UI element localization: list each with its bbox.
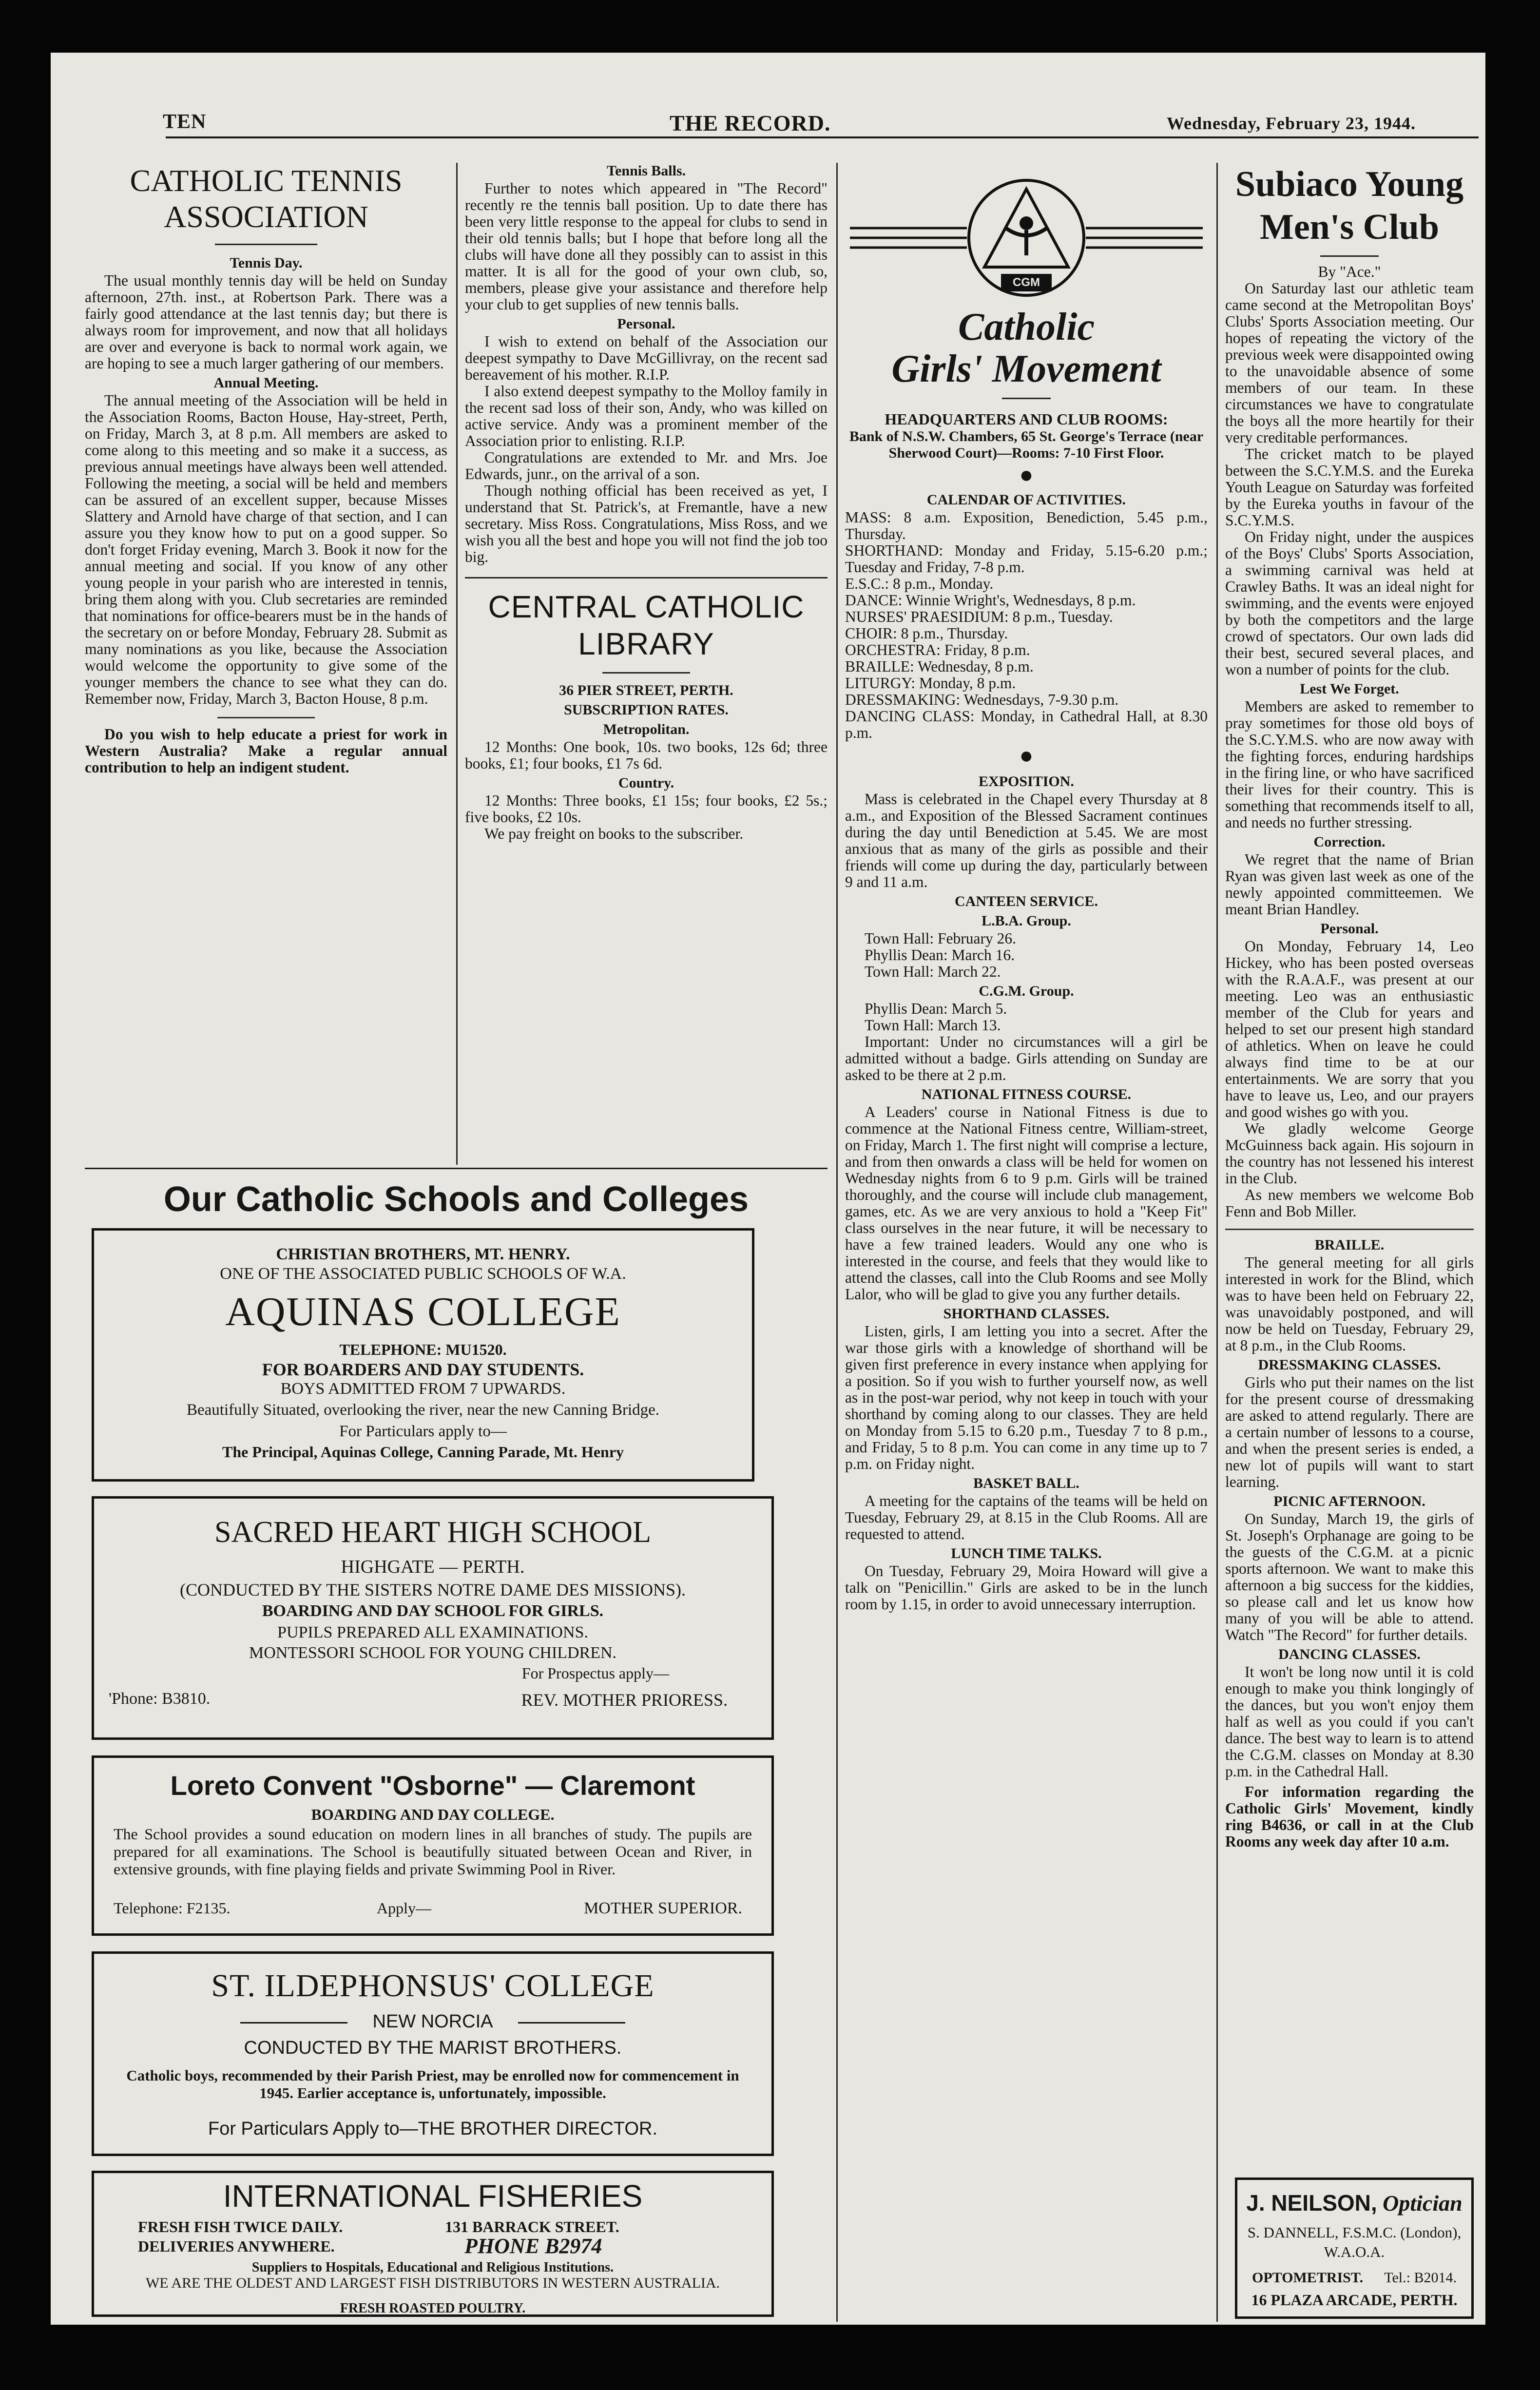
calendar-item: LITURGY: Monday, 8 p.m. (845, 675, 1016, 692)
sacred-heart-line-3: BOARDING AND DAY SCHOOL FOR GIRLS. (262, 1602, 604, 1620)
ildephonsus-ad (92, 1951, 774, 2156)
calendar-item: DRESSMAKING: Wednesdays, 7-9.30 p.m. (845, 691, 1119, 708)
neilson-telephone: Tel.: B2014. (1384, 2270, 1457, 2286)
loreto-superior: MOTHER SUPERIOR. (584, 1899, 742, 1917)
fitness-text: A Leaders' course in National Fitness is due to commence at the National Fitness centre, William-street, on Friday, March 1. The first night will comprise a lecture, and from then onwards a class will be held for women on Wednesday nights from 6 to 9 p.m. Girls will be trained thoroughly, and the course will include club management, games, etc. As we are very anxious to hold a "Keep Fit" class ourselves in the near future, it will be necessary to have a few trained leaders. Would any one who is interested in the course, and feels that they would like to attend the classes, call into the Club Rooms and see Molly Lalor, who will be glad to give you any further details. (845, 1103, 1208, 1303)
ildephonsus-rule-right (518, 2022, 625, 2024)
loreto-ad (92, 1755, 774, 1936)
fitness-heading: NATIONAL FITNESS COURSE. (921, 1086, 1132, 1102)
subiaco-p3: On Friday night, under the auspices of the Boys' Clubs' Sports Association, a swimming carnival was held at Crawley Baths. It was an ideal night for swimming, and the events were enjoyed by both the competitors and the large crowd of spectators. Our own lads did their best, secured several places, and won a number of points for the club. (1225, 528, 1474, 678)
loreto-line-2: The School provides a sound education on modern lines in all branches of study. The pupils are prepared for all examinations. The School is beautifully situated between Ocean and River, in extensive grounds, with fine playing fields and private Swimming Pool in River. (114, 1825, 752, 1878)
bullet-icon: ● (1019, 462, 1034, 488)
newspaper-page (51, 53, 1485, 2325)
loreto-name: Loreto Convent "Osborne" — Claremont (170, 1770, 695, 1801)
tennis-balls-heading: Tennis Balls. (606, 163, 686, 179)
calendar-item: CHOIR: 8 p.m., Thursday. (845, 625, 1008, 642)
canteen-important: Important: Under no circumstances will a girl be admitted without a badge. Girls attending on Sunday are asked to be there at 2 p.m. (845, 1033, 1208, 1083)
bullet-icon: ● (1019, 743, 1034, 769)
calendar-item: DANCING CLASS: Monday, in Cathedral Hall, at 8.30 p.m. (845, 708, 1208, 741)
basketball-text: A meeting for the captains of the teams will be held on Tuesday, February 29, at 8.15 in the Club Rooms. All are requested to attend. (845, 1492, 1208, 1542)
sacred-heart-name: SACRED HEART HIGH SCHOOL (214, 1516, 651, 1549)
annual-meeting-text: The annual meeting of the Association will be held in the Association Rooms, Bacton House, Hay-street, Perth, on Friday, March 3, at 8 p.m. All members are asked to come along to this meeting and so make it a success, as previous annual meetings have always been well attended. Following the meeting, a social will be held and members can be assured of an excellent supper, because Misses Slattery and Arnold have charge of that section, and I can assure you they know how to put on a good supper. So don't forget Friday evening, March 3. Book it now for the annual meeting and social. If you know of any other young people in your parish who are interested in tennis, bring them along with you. Club secretaries are reminded that nominations for office-bearers must be in the hands of the secretary on or before Monday, February 28. Submit as many nominations as you like, because the Association would welcome the opportunity to give some of the younger members the chance to see what they can do. Remember now, Friday, March 3, Bacton House, 8 p.m. (85, 392, 447, 707)
tennis-article-cont (465, 163, 828, 842)
cgm-title-2: Girls' Movement (891, 347, 1161, 390)
sacred-heart-line-2: (CONDUCTED BY THE SISTERS NOTRE DAME DES MISSIONS). (179, 1580, 686, 1600)
metropolitan-heading: Metropolitan. (603, 721, 690, 737)
masthead: THE RECORD. (670, 111, 831, 135)
title-divider (1320, 255, 1379, 257)
priest-appeal: Do you wish to help educate a priest for work in Western Australia? Make a regular annual contribution to help an indigent student. (85, 726, 447, 776)
braille-text: The general meeting for all girls interested in work for the Blind, which was to have been held on February 22, was unavoidably postponed, and will now be held on Tuesday, February 29, at 8 p.m., in the Club Rooms. (1225, 1254, 1474, 1354)
fisheries-line-2: DELIVERIES ANYWHERE. (138, 2237, 335, 2255)
cgm-title-1: Catholic (958, 306, 1095, 348)
canteen-heading: CANTEEN SERVICE. (954, 893, 1098, 909)
personal-heading: Personal. (1320, 921, 1379, 937)
sacred-heart-line-4: PUPILS PREPARED ALL EXAMINATIONS. (277, 1623, 588, 1641)
byline: By "Ace." (1318, 263, 1381, 280)
calendar-item: ORCHESTRA: Friday, 8 p.m. (845, 641, 1030, 658)
ildephonsus-line-1: NEW NORCIA (372, 2011, 493, 2032)
calendar-item: DANCE: Winnie Wright's, Wednesdays, 8 p.m. (845, 592, 1136, 609)
personal-heading: Personal. (617, 316, 675, 332)
lunch-talks-text: On Tuesday, February 29, Moira Howard will give a talk on "Penicillin." Girls are asked to be in the lunch room by 1.15, in order to avoid unnecessary interruption. (845, 1562, 1208, 1613)
fisheries-line-3: Suppliers to Hospitals, Educational and Religious Institutions. (251, 2260, 614, 2275)
title-divider (215, 244, 317, 245)
picnic-text: On Sunday, March 19, the girls of St. Joseph's Orphanage are going to be the guests of the C.G.M. at a picnic sports afternoon. We want to make this afternoon a big success for the kiddies, so please call and let us know how many of you will be able to attend. Watch "The Record" for further details. (1225, 1510, 1474, 1643)
fisheries-address: 131 BARRACK STREET. (445, 2218, 619, 2236)
tennis-article (85, 163, 447, 776)
picnic-heading: PICNIC AFTERNOON. (1273, 1493, 1425, 1509)
neilson-name: J. NEILSON, (1246, 2190, 1377, 2216)
divider (1225, 1229, 1474, 1230)
sacred-heart-ad (92, 1496, 774, 1740)
aquinas-line-5: Beautifully Situated, overlooking the river, near the new Canning Bridge. (186, 1401, 660, 1419)
header-rule (166, 136, 1479, 138)
neilson-role: Optician (1383, 2191, 1463, 2216)
shorthand-text: Listen, girls, I am letting you into a secret. After the war those girls with a knowledge of shorthand will be given first preference in every instance when applying for a position. So if you wish to further yourself now, as well as in the post-war period, why not keep in touch with your shorthand by coming along to our classes. They are held on Monday from 5.15 to 6.20 p.m., Tuesday 7 to 8 p.m., and Friday, 5 to 8 p.m. You can come in any time up to 7 p.m. on Friday night. (845, 1323, 1208, 1472)
library-title: CENTRAL CATHOLIC LIBRARY (488, 589, 805, 661)
calendar-item: E.S.C.: 8 p.m., Monday. (845, 575, 994, 592)
neilson-line-1: S. DANNELL, F.S.M.C. (London), W.A.O.A. (1247, 2224, 1462, 2260)
cgm-date: Phyllis Dean: March 5. (865, 1000, 1007, 1017)
lest-we-forget-heading: Lest We Forget. (1300, 681, 1399, 697)
library-address: 36 PIER STREET, PERTH. (559, 682, 733, 698)
divider (217, 717, 315, 718)
sacred-heart-phone: 'Phone: B3810. (109, 1690, 211, 1708)
tennis-title: CATHOLIC TENNIS ASSOCIATION (130, 163, 403, 234)
aquinas-ad (92, 1228, 754, 1482)
ildephonsus-name: ST. ILDEPHONSUS' COLLEGE (211, 1968, 654, 2004)
lba-date: Town Hall: March 22. (865, 963, 1001, 980)
calendar-heading: CALENDAR OF ACTIVITIES. (926, 492, 1126, 508)
sacred-heart-prioress: REV. MOTHER PRIORESS. (521, 1690, 728, 1710)
country-heading: Country. (618, 775, 674, 791)
subiaco-p2: The cricket match to be played between the S.C.Y.M.S. and the Eureka Youth League on Saturday was forfeited by the Eureka youths in favour of the S.C.Y.M.S. (1225, 445, 1474, 529)
exposition-heading: EXPOSITION. (979, 773, 1074, 790)
shorthand-heading: SHORTHAND CLASSES. (943, 1306, 1110, 1322)
loreto-telephone: Telephone: F2135. (114, 1899, 231, 1917)
fisheries-line-1: FRESH FISH TWICE DAILY. (138, 2218, 343, 2236)
column-rule (836, 163, 838, 2322)
neilson-line-2: OPTOMETRIST. (1252, 2270, 1364, 2286)
ildephonsus-rule-left (240, 2022, 347, 2024)
braille-heading: BRAILLE. (1314, 1237, 1385, 1253)
cgm-article (845, 306, 1208, 1613)
column-rule (1216, 163, 1218, 2322)
fisheries-name: INTERNATIONAL FISHERIES (223, 2178, 643, 2214)
exposition-text: Mass is celebrated in the Chapel every Thursday at 8 a.m., and Exposition of the Blessed Sacrament continues during the day until Benediction at 5.45. We are most anxious that as many of the girls as possible and their friends will come up during the day, particularly between 9 and 11 a.m. (845, 790, 1208, 890)
subiaco-p6: On Monday, February 14, Leo Hickey, who has been posted overseas with the R.A.A.F., was present at our meeting. Leo was an enthusiastic member of the Club for years and helped to set our present high standard of athletics. When on leave he could always find time to be at our entertainments. We are sorry that you have to leave us, Leo, and our prayers and good wishes go with you. (1225, 938, 1474, 1120)
cgm-emblem-text: CGM (1013, 276, 1040, 289)
hq-address: Bank of N.S.W. Chambers, 65 St. George's Terrace (near Sherwood Court)—Rooms: 7-10 First Floor. (849, 428, 1204, 461)
column-rule (456, 163, 458, 1165)
fisheries-ad (92, 2171, 774, 2317)
freight-note: We pay freight on books to the subscriber. (484, 825, 744, 842)
dancing-text: It won't be long now until it is cold enough to make you think longingly of the dances, but you won't enjoy them half as well as you could if you can't dance. The best way to learn is to attend the C.G.M. classes on Monday at 8.30 p.m. in the Cathedral Hall. (1225, 1663, 1474, 1780)
fisheries-phone: PHONE B2974 (464, 2234, 602, 2258)
personal-text-3: Congratulations are extended to Mr. and Mrs. Joe Edwards, junr., on the arrival of a son. (465, 449, 828, 482)
metropolitan-rates: 12 Months: One book, 10s. two books, 12s 6d; three books, £1; four books, £1 7s 6d. (465, 738, 828, 772)
subiaco-title: Subiaco Young Men's Club (1235, 164, 1464, 247)
aquinas-line-4: BOYS ADMITTED FROM 7 UPWARDS. (280, 1380, 566, 1398)
subiaco-p7: We gladly welcome George McGuinness back again. His sojourn in the country has not lessened his interest in the Club. (1225, 1120, 1474, 1187)
lba-date: Phyllis Dean: March 16. (865, 946, 1015, 964)
lunch-talks-heading: LUNCH TIME TALKS. (951, 1545, 1102, 1561)
fisheries-line-5: FRESH ROASTED POULTRY. (340, 2301, 526, 2316)
calendar-item: NURSES' PRAESIDIUM: 8 p.m., Tuesday. (845, 608, 1113, 625)
hq-heading: HEADQUARTERS AND CLUB ROOMS: (885, 410, 1168, 428)
aquinas-name: AQUINAS COLLEGE (225, 1289, 621, 1334)
tennis-day-text: The usual monthly tennis day will be held on Sunday afternoon, 27th. inst., at Robertson Park. There was a fairly good attendance at the last tennis day; but there is always room for improvement, and now that all holidays are over and everyone is back to normal work again, we are hoping to see a much larger gathering of our members. (85, 272, 447, 372)
aquinas-line-3: FOR BOARDERS AND DAY STUDENTS. (262, 1360, 584, 1379)
personal-text-1: I wish to extend on behalf of the Association our deepest sympathy to Dave McGillivray, on the recent sad bereavement of his mother. R.I.P. (465, 333, 828, 383)
fisheries-line-4: WE ARE THE OLDEST AND LARGEST FISH DISTRIBUTORS IN WESTERN AUSTRALIA. (145, 2275, 720, 2291)
loreto-line-1: BOARDING AND DAY COLLEGE. (311, 1806, 555, 1823)
dancing-heading: DANCING CLASSES. (1278, 1646, 1421, 1662)
divider (465, 577, 828, 578)
ildephonsus-line-4: For Particulars Apply to—THE BROTHER DIRECTOR. (208, 2119, 658, 2139)
personal-text-2: I also extend deepest sympathy to the Molloy family in the recent sad loss of their son, Andy, who was killed on active service. Andy was a prominent member of the Association prior to enlisting. R.I.P. (465, 383, 828, 449)
basketball-heading: BASKET BALL. (973, 1475, 1079, 1491)
tennis-balls-text: Further to notes which appeared in "The Record" recently re the tennis ball position. Up to date there has been very little response to the appeal for clubs to send in their old tennis balls; but I hope that before long all the clubs will have done all they possibly can to assist in this matter. It is all for the good of your own club, so, members, please give your assistance and therefore help your club to get supplies of new tennis balls. (465, 180, 828, 313)
calendar-item: SHORTHAND: Monday and Friday, 5.15-6.20 p.m.; Tuesday and Friday, 7-8 p.m. (845, 542, 1208, 576)
subiaco-article (1225, 163, 1474, 1850)
cgm-contact-info: For information regarding the Catholic Girls' Movement, kindly ring B4636, or call in at the Club Rooms any week day after 10 a.m. (1225, 1783, 1474, 1850)
ildephonsus-line-2: CONDUCTED BY THE MARIST BROTHERS. (244, 2038, 622, 2058)
lba-date: Town Hall: February 26. (865, 930, 1016, 947)
cgm-date: Town Hall: March 13. (865, 1017, 1001, 1034)
loreto-apply: Apply— (377, 1899, 431, 1917)
issue-date: Wednesday, February 23, 1944. (1167, 114, 1416, 133)
title-divider (1002, 398, 1051, 399)
sacred-heart-line-1: HIGHGATE — PERTH. (341, 1557, 525, 1577)
subiaco-p1: On Saturday last our athletic team came second at the Metropolitan Boys' Clubs' Sports Association meeting. Our hopes of repeating the victory of the previous week were disappointed owing to the unavoidable absence of some members of our team. In these circumstances we have to congratulate the boys all the more heartily for their very creditable performances. (1225, 280, 1474, 446)
aquinas-line-6: For Particulars apply to— (339, 1423, 507, 1440)
country-rates: 12 Months: Three books, £1 15s; four books, £2 5s.; five books, £2 10s. (465, 792, 828, 826)
sacred-heart-line-6: For Prospectus apply— (521, 1664, 669, 1682)
cgm-group-heading: C.G.M. Group. (979, 983, 1074, 999)
subiaco-p8: As new members we welcome Bob Fenn and Bob Miller. (1225, 1186, 1474, 1220)
aquinas-telephone: TELEPHONE: MU1520. (339, 1341, 507, 1358)
subiaco-p5: We regret that the name of Brian Ryan was given last week as one of the newly appointed committeemen. We meant Brian Handley. (1225, 851, 1474, 918)
subiaco-p4: Members are asked to remember to pray sometimes for those old boys of the S.C.Y.M.S. who are now away with the fighting forces, enduring hardships in the firing line, or who have sacrificed their lives for their country. This is something that recommends itself to all, and needs no further stressing. (1225, 698, 1474, 831)
lba-group-heading: L.B.A. Group. (982, 913, 1071, 929)
neilson-address: 16 PLAZA ARCADE, PERTH. (1251, 2291, 1458, 2309)
correction-heading: Correction. (1313, 834, 1386, 850)
calendar-item: MASS: 8 a.m. Exposition, Benediction, 5.45 p.m., Thursday. (845, 509, 1208, 542)
section-rule (85, 1168, 828, 1169)
tennis-day-heading: Tennis Day. (230, 255, 303, 271)
neilson-ad (1235, 2178, 1474, 2319)
subscription-rates: SUBSCRIPTION RATES. (564, 702, 729, 718)
page-number: TEN (163, 111, 207, 133)
dressmaking-text: Girls who put their names on the list for the present course of dressmaking are asked to attend regularly. There are a certain number of lessons to a course, and when the present series is ended, a new lot of pupils will want to start learning. (1225, 1374, 1474, 1490)
annual-meeting-heading: Annual Meeting. (213, 375, 319, 391)
ildephonsus-line-3: Catholic boys, recommended by their Parish Priest, may be enrolled now for commencement in 1945. Earlier acceptance is, unfortunately, impossible. (126, 2067, 739, 2101)
aquinas-line-2: ONE OF THE ASSOCIATED PUBLIC SCHOOLS OF W.A. (220, 1265, 626, 1283)
sacred-heart-line-5: MONTESSORI SCHOOL FOR YOUNG CHILDREN. (249, 1644, 617, 1662)
dressmaking-heading: DRESSMAKING CLASSES. (1258, 1357, 1441, 1373)
calendar-item: BRAILLE: Wednesday, 8 p.m. (845, 658, 1034, 675)
aquinas-line-7: The Principal, Aquinas College, Canning Parade, Mt. Henry (222, 1443, 624, 1461)
library-divider (602, 672, 690, 674)
schools-heading: Our Catholic Schools and Colleges (163, 1180, 749, 1219)
personal-text-4: Though nothing official has been received as yet, I understand that St. Patrick's, at Fremantle, have a new secretary. Miss Ross. Congratulations, Miss Ross, and we wish you all the best and hope you will not find the job too big. (465, 482, 828, 565)
aquinas-line-1: CHRISTIAN BROTHERS, MT. HENRY. (276, 1245, 570, 1263)
